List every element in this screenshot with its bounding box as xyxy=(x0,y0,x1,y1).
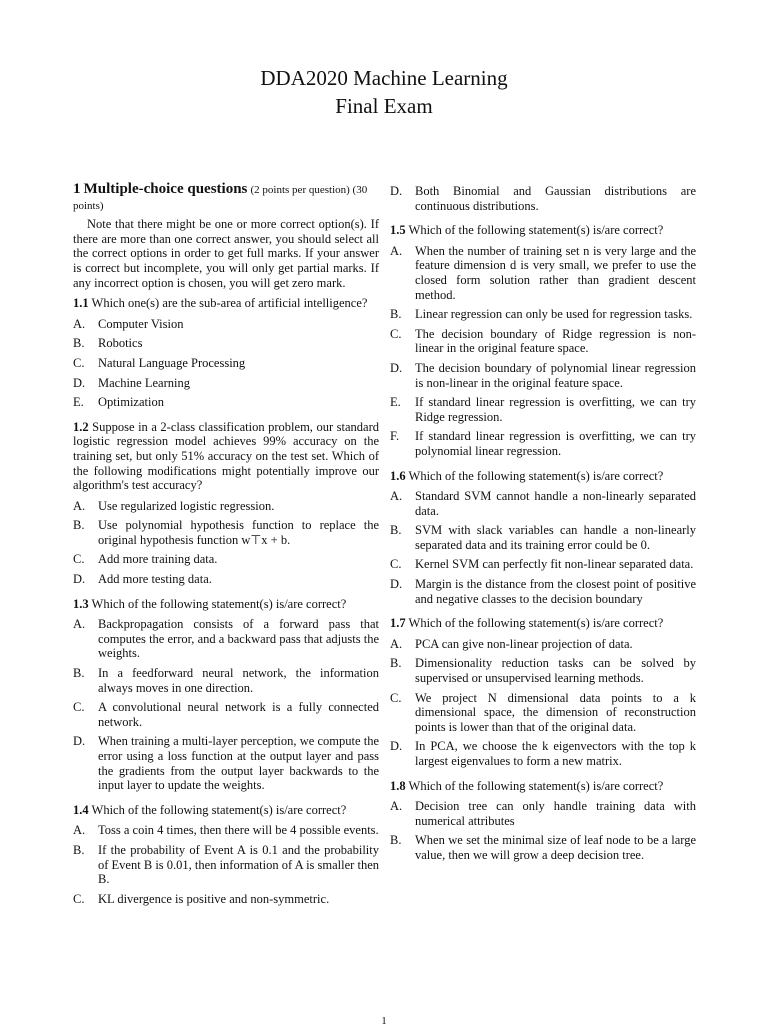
option-text: We project N dimensional data points to a k dimensional space, the dimension of reconstruction points is lower than that of the original data. xyxy=(415,690,696,734)
question-text: Which of the following statement(s) is/are correct? xyxy=(91,802,347,817)
option-text: Natural Language Processing xyxy=(98,355,246,370)
option xyxy=(73,892,379,907)
option-letter: D. xyxy=(390,577,403,592)
option-text: Use regularized logistic regression. xyxy=(98,498,275,513)
option-letter: B. xyxy=(390,833,402,848)
option xyxy=(73,666,379,695)
option xyxy=(390,489,696,518)
option-text: Add more testing data. xyxy=(98,572,212,587)
question-1-8 xyxy=(390,779,696,794)
option-letter: D. xyxy=(73,375,86,390)
options-1-2 xyxy=(73,499,379,587)
option xyxy=(73,572,379,587)
option xyxy=(390,361,696,390)
option-text: Linear regression can only be used for regression tasks. xyxy=(415,307,693,322)
option xyxy=(73,617,379,661)
option xyxy=(390,184,696,213)
option xyxy=(390,395,696,424)
question-text: Suppose in a 2-class classification problem, our standard logistic regression model achieves 99% accuracy on the training set, but only 51% accuracy on the test set. Which of the following modifications might potentially improve our algorithm's test accuracy? xyxy=(73,419,380,493)
option-text: If standard linear regression is overfitting, we can try Ridge regression. xyxy=(415,395,696,424)
left-column xyxy=(73,176,379,916)
option-text: Decision tree can only handle training data with numerical attributes xyxy=(415,799,696,828)
options-1-3 xyxy=(73,617,379,793)
option-letter: A. xyxy=(390,489,403,504)
section-number: 1 xyxy=(73,181,81,197)
option-letter: A. xyxy=(73,498,86,513)
option-letter: C. xyxy=(390,690,402,705)
question-number: 1.5 xyxy=(390,223,406,238)
option-text: KL divergence is positive and non-symmetric. xyxy=(98,891,330,906)
options-1-4-part1 xyxy=(73,823,379,906)
option-text: Use polynomial hypothesis function to replace the original hypothesis function w⊤x + b. xyxy=(98,518,379,547)
option xyxy=(73,395,379,410)
question-number: 1.6 xyxy=(390,468,406,483)
option-text: In a feedforward neural network, the information always moves in one direction. xyxy=(98,666,379,695)
option-letter: A. xyxy=(73,316,86,331)
option-text: If the probability of Event A is 0.1 and the probability of Event B is 0.01, then information of A is smaller then B. xyxy=(98,842,379,887)
question-text: Which one(s) are the sub-area of artificial intelligence? xyxy=(91,296,368,311)
option-letter: B. xyxy=(73,842,85,857)
option-text: When we set the minimal size of leaf node to be a large value, then we will grow a deep decision tree. xyxy=(415,833,696,862)
option xyxy=(73,843,379,887)
question-1-4 xyxy=(73,803,379,818)
right-column xyxy=(390,176,696,873)
question-number: 1.1 xyxy=(73,296,89,311)
option-text: Backpropagation consists of a forward pass that computes the error, and a backward pass that adjusts the weights. xyxy=(98,617,379,661)
option-letter: C. xyxy=(73,355,85,370)
option-text: Kernel SVM can perfectly fit non-linear separated data. xyxy=(415,557,694,572)
option xyxy=(390,307,696,322)
option xyxy=(73,734,379,792)
options-1-7 xyxy=(390,637,696,769)
section-points: (2 points per question) (30 points) xyxy=(73,184,368,212)
option xyxy=(73,499,379,514)
option-letter: B. xyxy=(73,666,85,681)
option xyxy=(390,833,696,862)
option xyxy=(73,356,379,371)
option-text: PCA can give non-linear projection of data. xyxy=(415,636,633,651)
question-1-3 xyxy=(73,597,379,612)
options-1-4-part2 xyxy=(390,184,696,213)
option xyxy=(390,557,696,572)
option xyxy=(390,739,696,768)
option xyxy=(73,552,379,567)
option xyxy=(73,518,379,547)
option-letter: B. xyxy=(390,523,402,538)
option-letter: D. xyxy=(73,734,86,749)
option-letter: C. xyxy=(390,557,402,572)
option-text: Computer Vision xyxy=(98,316,184,331)
option-letter: C. xyxy=(390,326,402,341)
question-1-5 xyxy=(390,223,696,238)
option-text: A convolutional neural network is a fully connected network. xyxy=(98,700,379,729)
question-1-6 xyxy=(390,469,696,484)
option xyxy=(73,823,379,838)
exam-course-title: DDA2020 Machine Learning xyxy=(260,66,508,90)
question-1-2 xyxy=(73,420,379,493)
question-number: 1.4 xyxy=(73,802,89,817)
question-number: 1.3 xyxy=(73,596,89,611)
option xyxy=(390,691,696,735)
option-text: Margin is the distance from the closest point of positive and negative classes to the decision boundary xyxy=(415,577,696,606)
options-1-6 xyxy=(390,489,696,606)
option-letter: D. xyxy=(73,572,86,587)
exam-title: Final Exam xyxy=(335,94,433,118)
option-text: Toss a coin 4 times, then there will be 4 possible events. xyxy=(98,823,379,838)
question-text: Which of the following statement(s) is/are correct? xyxy=(408,468,664,483)
question-text: Which of the following statement(s) is/are correct? xyxy=(408,223,664,238)
section-note: Note that there might be one or more correct option(s). If there are more than one correct answer, you should select all the correct options in order to get full marks. If your answer is correct but incomplete, you will only get partial marks. If any incorrect option is chosen, you will get zero mark. xyxy=(73,217,379,290)
option-letter: D. xyxy=(390,360,403,375)
option xyxy=(390,327,696,356)
option xyxy=(73,336,379,351)
option-text: If standard linear regression is overfitting, we can try polynomial linear regression. xyxy=(415,429,696,458)
question-1-7 xyxy=(390,616,696,631)
option-text: The decision boundary of Ridge regression is non-linear in the original feature space. xyxy=(415,326,696,356)
option-text: Standard SVM cannot handle a non-linearly separated data. xyxy=(415,489,696,518)
option-text: Add more training data. xyxy=(98,552,218,567)
option-text: When the number of training set n is very large and the feature dimension d is very small, we prefer to use the closed form solution rather than gradient descent method. xyxy=(415,243,696,302)
option-text: Both Binomial and Gaussian distributions are continuous distributions. xyxy=(415,184,696,213)
question-text: Which of the following statement(s) is/are correct? xyxy=(408,778,664,793)
option-letter: A. xyxy=(73,823,86,838)
option xyxy=(390,656,696,685)
option-letter: B. xyxy=(390,656,402,671)
section-title: Multiple-choice questions xyxy=(83,181,248,197)
options-1-5 xyxy=(390,244,696,459)
option-letter: C. xyxy=(73,552,85,567)
option-letter: A. xyxy=(73,617,86,632)
option-letter: D. xyxy=(390,184,403,198)
options-1-1 xyxy=(73,317,379,410)
question-number: 1.7 xyxy=(390,616,406,631)
option-letter: A. xyxy=(390,636,403,651)
option-letter: B. xyxy=(390,307,402,322)
option xyxy=(73,700,379,729)
option-text: The decision boundary of polynomial linear regression is non-linear in the original feature space. xyxy=(415,360,696,390)
option xyxy=(390,244,696,302)
question-text: Which of the following statement(s) is/are correct? xyxy=(408,616,664,631)
option xyxy=(73,317,379,332)
option-text: Machine Learning xyxy=(98,375,190,390)
option-text: Optimization xyxy=(98,395,164,410)
option-letter: C. xyxy=(73,891,85,906)
option xyxy=(390,799,696,828)
option-letter: A. xyxy=(390,243,403,258)
option-letter: E. xyxy=(73,395,84,410)
option xyxy=(390,523,696,552)
option xyxy=(390,429,696,458)
section-heading xyxy=(73,182,379,213)
option xyxy=(390,577,696,606)
page-number: 1 xyxy=(381,1015,387,1027)
option xyxy=(390,637,696,652)
option-text: Dimensionality reduction tasks can be solved by supervised or unsupervised learning methods. xyxy=(415,656,696,686)
option-letter: B. xyxy=(73,336,85,351)
option-text: Robotics xyxy=(98,336,143,351)
option-text: SVM with slack variables can handle a non-linearly separated data and its training error could be 0. xyxy=(415,523,696,552)
option-text: In PCA, we choose the k eigenvectors with the top k largest eigenvalues to form a new matrix. xyxy=(415,739,696,768)
option xyxy=(73,376,379,391)
question-1-1 xyxy=(73,296,379,311)
option-letter: B. xyxy=(73,518,85,533)
question-number: 1.8 xyxy=(390,778,406,793)
option-text: When training a multi-layer perception, we compute the error using a loss function at the output layer and pass the gradients from the output layer backwards to the input layer to update the weights. xyxy=(98,734,379,793)
question-number: 1.2 xyxy=(73,419,89,434)
option-letter: F. xyxy=(390,429,400,444)
option-letter: D. xyxy=(390,739,403,754)
question-text: Which of the following statement(s) is/are correct? xyxy=(91,596,347,611)
option-letter: A. xyxy=(390,799,403,814)
options-1-8 xyxy=(390,799,696,862)
option-letter: C. xyxy=(73,700,85,715)
option-letter: E. xyxy=(390,395,401,410)
